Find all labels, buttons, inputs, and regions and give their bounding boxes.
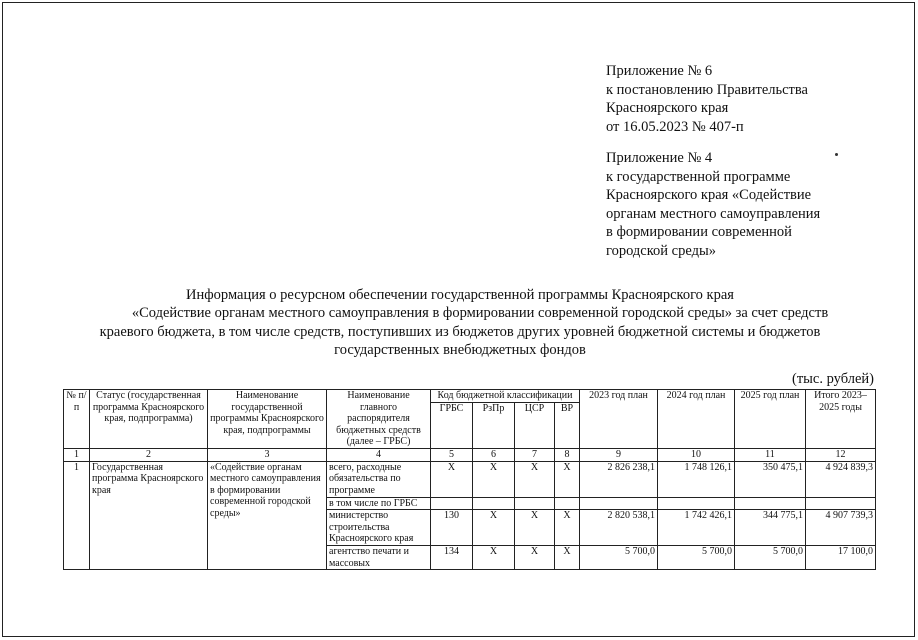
row-status: Государственная программа Красноярского края [90,461,208,570]
header-row [64,390,876,403]
header-num: № п/п [64,390,90,449]
document-title [60,286,860,359]
appendix-main-line: к постановлению Правительства [606,81,808,98]
col-number: 8 [555,449,580,462]
col-number: 12 [806,449,876,462]
col-number: 6 [473,449,515,462]
cell-grbs [431,497,473,510]
speck-mark [835,153,838,156]
appendix-main-line: Приложение № 6 [606,63,713,79]
header-grbs-name: Наименование главного распорядителя бюджетных средств (далее – ГРБС) [327,390,431,449]
column-number-row [64,449,876,462]
col-number: 4 [327,449,431,462]
cell-2024: 1 748 126,1 [658,461,735,497]
cell-grbs: 134 [431,546,473,570]
cell-2023: 2 826 238,1 [580,461,658,497]
title-line: краевого бюджета, в том числе средств, поступивших из бюджетов других уровней бюджетной системы и бюджетов [99,323,821,340]
cell-2023: 5 700,0 [580,546,658,570]
cell-vr [555,497,580,510]
cell-total: 17 100,0 [806,546,876,570]
cell-2025: 350 475,1 [735,461,806,497]
cell-csr: Х [515,546,555,570]
appendix-program-block [606,149,820,261]
cell-csr: Х [515,510,555,546]
cell-2023: 2 820 538,1 [580,510,658,546]
col-number: 5 [431,449,473,462]
col-number: 11 [735,449,806,462]
cell-rzpr [473,497,515,510]
cell-csr: Х [515,461,555,497]
cell-rzpr: Х [473,461,515,497]
row-grbs-name: агентство печати и массовых [327,546,431,570]
header-status: Статус (государственная программа Красноярского края, подпрограмма) [90,390,208,449]
cell-vr: Х [555,546,580,570]
row-program-name: «Содействие органам местного самоуправления в формировании современной городской среды» [208,461,327,570]
cell-2024: 1 742 426,1 [658,510,735,546]
cell-grbs: Х [431,461,473,497]
header-grbs: ГРБС [431,402,473,449]
units-label: (тыс. рублей) [792,371,874,387]
col-number: 3 [208,449,327,462]
appendix-program-line: к государственной программе [606,168,791,185]
appendix-program-line: Красноярского края «Содействие [606,187,812,204]
header-2024: 2024 год план [658,390,735,449]
cell-2024: 5 700,0 [658,546,735,570]
appendix-main-block [606,62,808,136]
appendix-main-line: от 16.05.2023 № 407-п [606,118,744,135]
cell-2025: 5 700,0 [735,546,806,570]
header-total: Итого 2023–2025 годы [806,390,876,449]
row-grbs-name: в том числе по ГРБС [327,497,431,510]
header-program-name: Наименование государственной программы Красноярского края, подпрограммы [208,390,327,449]
resource-table-wrap [63,389,876,570]
header-2023: 2023 год план [580,390,658,449]
appendix-program-line: в формировании современной [606,224,792,241]
title-line: «Содействие органам местного самоуправления в формировании современной городской среды» за счет средств [131,305,829,322]
header-csr: ЦСР [515,402,555,449]
cell-rzpr: Х [473,546,515,570]
title-line: Информация о ресурсном обеспечении государственной программы Красноярского края [186,287,734,303]
cell-2025: 344 775,1 [735,510,806,546]
header-bk-code: Код бюджетной классификации [431,390,580,403]
col-number: 7 [515,449,555,462]
cell-2025 [735,497,806,510]
cell-total [806,497,876,510]
col-number: 9 [580,449,658,462]
cell-rzpr: Х [473,510,515,546]
appendix-program-line: Приложение № 4 [606,150,713,166]
header-rzpr: РзПр [473,402,515,449]
row-grbs-name: министерство строительства Красноярского края [327,510,431,546]
resource-table [63,389,876,570]
title-line: государственных внебюджетных фондов [334,341,586,358]
header-2025: 2025 год план [735,390,806,449]
row-number: 1 [64,461,90,570]
cell-total: 4 907 739,3 [806,510,876,546]
row-grbs-name: всего, расходные обязательства по программе [327,461,431,497]
cell-grbs: 130 [431,510,473,546]
cell-2024 [658,497,735,510]
col-number: 2 [90,449,208,462]
cell-2023 [580,497,658,510]
appendix-program-line: городской среды» [606,242,716,259]
cell-total: 4 924 839,3 [806,461,876,497]
col-number: 10 [658,449,735,462]
cell-csr [515,497,555,510]
table-row [64,461,876,497]
cell-vr: Х [555,461,580,497]
appendix-program-line: органам местного самоуправления [606,205,821,222]
col-number: 1 [64,449,90,462]
cell-vr: Х [555,510,580,546]
header-vr: ВР [555,402,580,449]
appendix-main-line: Красноярского края [606,100,729,117]
